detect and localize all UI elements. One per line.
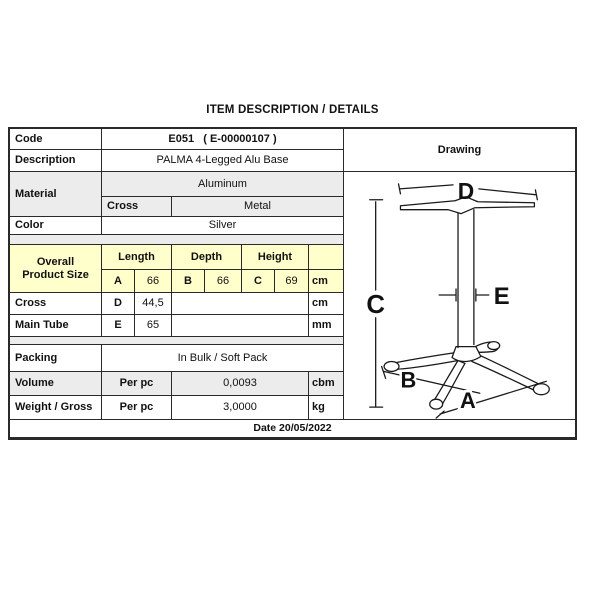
drawing-header: Drawing [344, 129, 575, 172]
cross-key: D [102, 293, 135, 315]
main-tube-label: Main Tube [10, 315, 102, 337]
dim-label-c: C [366, 290, 385, 319]
volume-qty: Per pc [102, 372, 172, 396]
weight-gross-label: Weight / Gross [10, 396, 102, 420]
overall-size-value-c: 69 [275, 270, 309, 293]
main-tube-empty-cell [172, 315, 309, 337]
packing-label: Packing [10, 345, 102, 372]
item-details-table [8, 127, 577, 440]
main-tube-unit: mm [309, 315, 344, 337]
cross-label: Cross [10, 293, 102, 315]
description-value: PALMA 4-Legged Alu Base [102, 150, 344, 172]
weight-gross-value: 3,0000 [172, 396, 309, 420]
color-value: Silver [102, 217, 344, 235]
overall-size-key-b: B [172, 270, 205, 293]
overall-size-header-unit-spacer [309, 245, 344, 270]
weight-gross-unit: kg [309, 396, 344, 420]
dim-label-a: A [460, 387, 476, 413]
overall-size-unit: cm [309, 270, 344, 293]
main-tube-key: E [102, 315, 135, 337]
page-title: ITEM DESCRIPTION / DETAILS [206, 104, 379, 116]
section-spacer [10, 337, 344, 345]
date-row: Date 20/05/2022 [253, 422, 332, 435]
color-label: Color [10, 217, 102, 235]
overall-size-header-length: Length [102, 245, 172, 270]
drawing-cell [344, 172, 575, 420]
cross-value: 44,5 [135, 293, 172, 315]
dim-label-d: D [457, 177, 475, 204]
volume-label: Volume [10, 372, 102, 396]
weight-gross-qty: Per pc [102, 396, 172, 420]
volume-unit: cbm [309, 372, 344, 396]
overall-size-header-depth: Depth [172, 245, 242, 270]
overall-size-value-b: 66 [205, 270, 242, 293]
main-tube-value: 65 [135, 315, 172, 337]
dim-label-e: E [493, 282, 510, 310]
material-value: Aluminum [102, 172, 344, 197]
section-spacer [10, 235, 344, 245]
base-left-foot [384, 361, 399, 371]
base-right-foot [533, 383, 549, 394]
material-label: Material [10, 172, 102, 217]
description-label: Description [10, 150, 102, 172]
table-base-drawing [344, 172, 575, 420]
cross-empty-cell [172, 293, 309, 315]
overall-size-label: Overall Product Size [10, 245, 102, 293]
base-front-foot [430, 399, 443, 409]
overall-size-key-a: A [102, 270, 135, 293]
dim-e-line [439, 289, 489, 301]
code-label: Code [10, 129, 102, 150]
overall-size-value-a: 66 [135, 270, 172, 293]
overall-size-header-height: Height [242, 245, 309, 270]
cross-unit: cm [309, 293, 344, 315]
volume-value: 0,0093 [172, 372, 309, 396]
dim-label-b: B [400, 366, 417, 392]
overall-size-key-c: C [242, 270, 275, 293]
base-back-foot [488, 341, 500, 349]
material-cross-label: Cross [102, 197, 172, 217]
base-hub [452, 346, 481, 361]
material-cross-value: Metal [172, 197, 344, 217]
code-value: E051 ( E-00000107 ) [102, 129, 344, 150]
packing-value: In Bulk / Soft Pack [102, 345, 344, 372]
